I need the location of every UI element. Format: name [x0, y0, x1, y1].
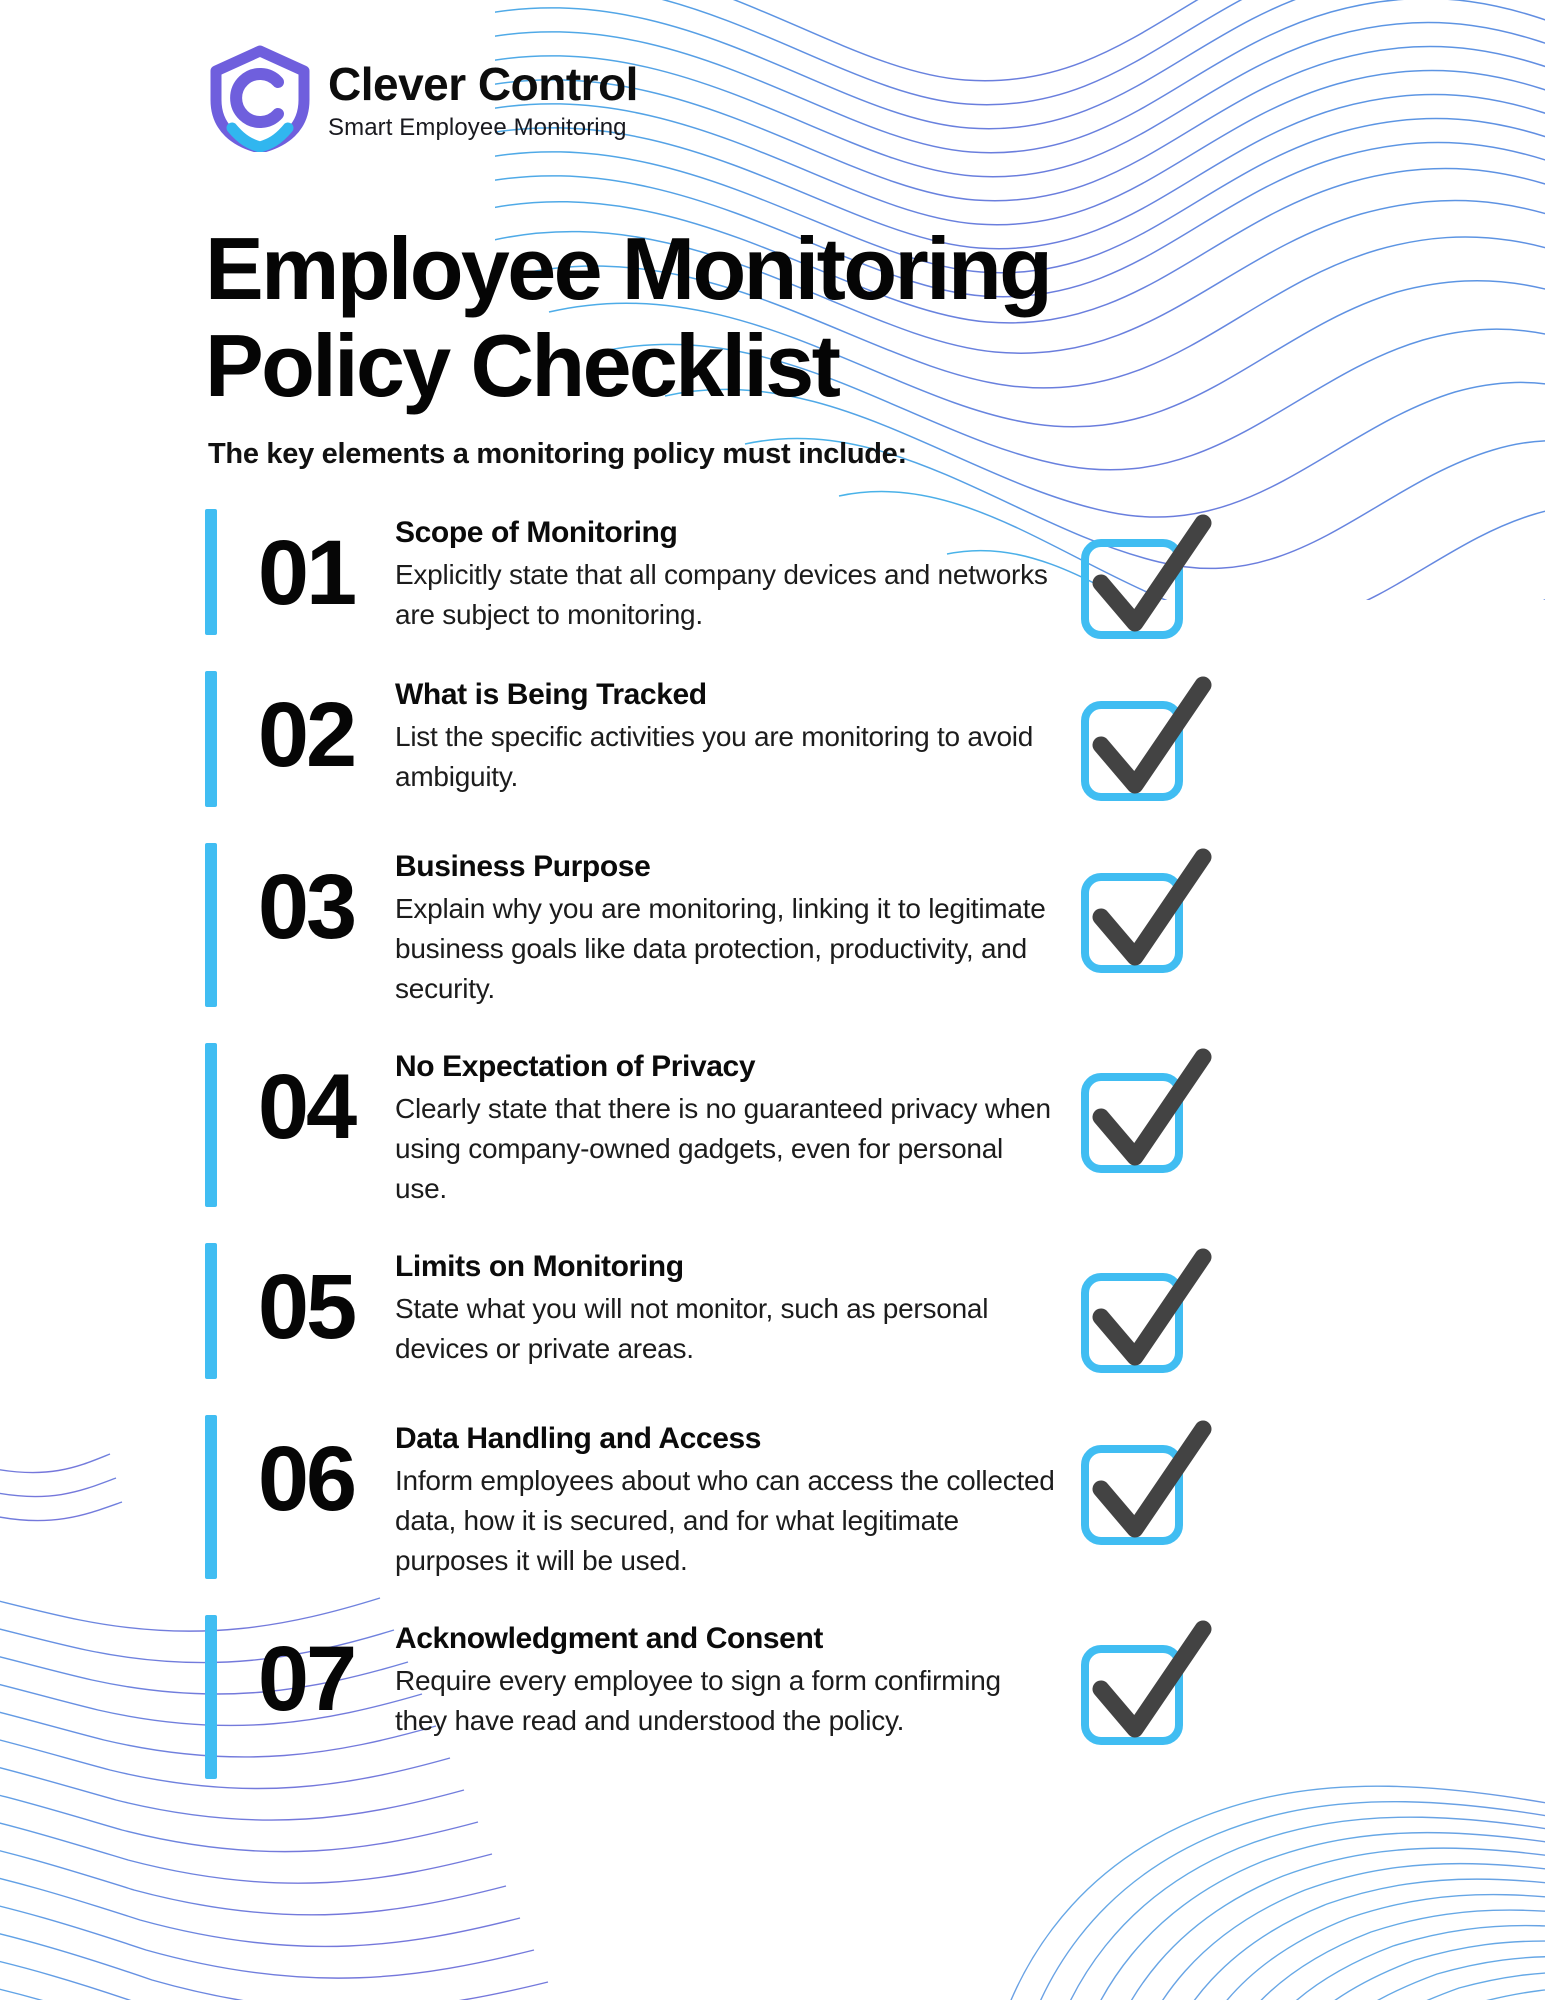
item-title: Acknowledgment and Consent	[395, 1622, 823, 1655]
item-body	[395, 667, 1073, 797]
accent-bar	[205, 1043, 217, 1207]
checklist-item	[205, 505, 1385, 645]
item-number: 06	[257, 1428, 355, 1530]
checked-box-icon[interactable]	[1077, 1247, 1215, 1377]
item-title: Business Purpose	[395, 850, 651, 883]
item-title: Scope of Monitoring	[395, 516, 678, 549]
page-title	[205, 218, 1345, 415]
checklist-item	[205, 1039, 1385, 1217]
item-title: No Expectation of Privacy	[395, 1050, 756, 1083]
checklist-item	[205, 1411, 1385, 1589]
item-description: Explain why you are monitoring, linking it to legitimate business goals like data protection, productivity, and security.	[395, 893, 1046, 1004]
page-subtitle: The key elements a monitoring policy must include:	[208, 438, 907, 470]
checked-box-icon[interactable]	[1077, 1619, 1215, 1749]
brand-tagline: Smart Employee Monitoring	[328, 113, 627, 141]
brand-logo	[208, 44, 638, 152]
item-number: 07	[257, 1628, 355, 1730]
item-number: 03	[257, 856, 355, 958]
page-title-line-2: Policy Checklist	[205, 315, 839, 415]
checklist-item	[205, 1611, 1385, 1789]
item-body	[395, 1239, 1073, 1369]
item-description: Clearly state that there is no guaranteed privacy when using company-owned gadgets, even for personal use.	[395, 1093, 1051, 1204]
item-description: List the specific activities you are monitoring to avoid ambiguity.	[395, 721, 1034, 792]
accent-bar	[205, 1615, 217, 1779]
item-body	[395, 505, 1073, 635]
item-description: State what you will not monitor, such as personal devices or private areas.	[395, 1293, 989, 1364]
item-description: Explicitly state that all company devices and networks are subject to monitoring.	[395, 559, 1048, 630]
item-title: Data Handling and Access	[395, 1422, 762, 1455]
item-body	[395, 1611, 1073, 1741]
accent-bar	[205, 509, 217, 635]
shield-c-icon	[208, 44, 312, 152]
accent-bar	[205, 671, 217, 807]
item-title: Limits on Monitoring	[395, 1250, 684, 1283]
checklist-item	[205, 839, 1385, 1017]
item-body	[395, 1411, 1073, 1580]
checked-box-icon[interactable]	[1077, 675, 1215, 805]
accent-bar	[205, 843, 217, 1007]
brand-name: Clever Control	[328, 58, 638, 111]
page-title-line-1: Employee Monitoring	[205, 218, 1051, 318]
item-body	[395, 1039, 1073, 1208]
checked-box-icon[interactable]	[1077, 1419, 1215, 1549]
item-description: Inform employees about who can access the collected data, how it is secured, and for what legitimate purposes it will be used.	[395, 1465, 1055, 1576]
item-body	[395, 839, 1073, 1008]
item-title: What is Being Tracked	[395, 678, 707, 711]
accent-bar	[205, 1243, 217, 1379]
checked-box-icon[interactable]	[1077, 1047, 1215, 1177]
item-number: 04	[257, 1056, 355, 1158]
item-description: Require every employee to sign a form confirming they have read and understood the policy.	[395, 1665, 1001, 1736]
item-number: 05	[257, 1256, 355, 1358]
checked-box-icon[interactable]	[1077, 847, 1215, 977]
checklist	[205, 505, 1385, 1789]
checklist-item	[205, 667, 1385, 817]
item-number: 01	[257, 522, 355, 624]
checked-box-icon[interactable]	[1077, 513, 1215, 643]
item-number: 02	[257, 684, 355, 786]
accent-bar	[205, 1415, 217, 1579]
checklist-item	[205, 1239, 1385, 1389]
